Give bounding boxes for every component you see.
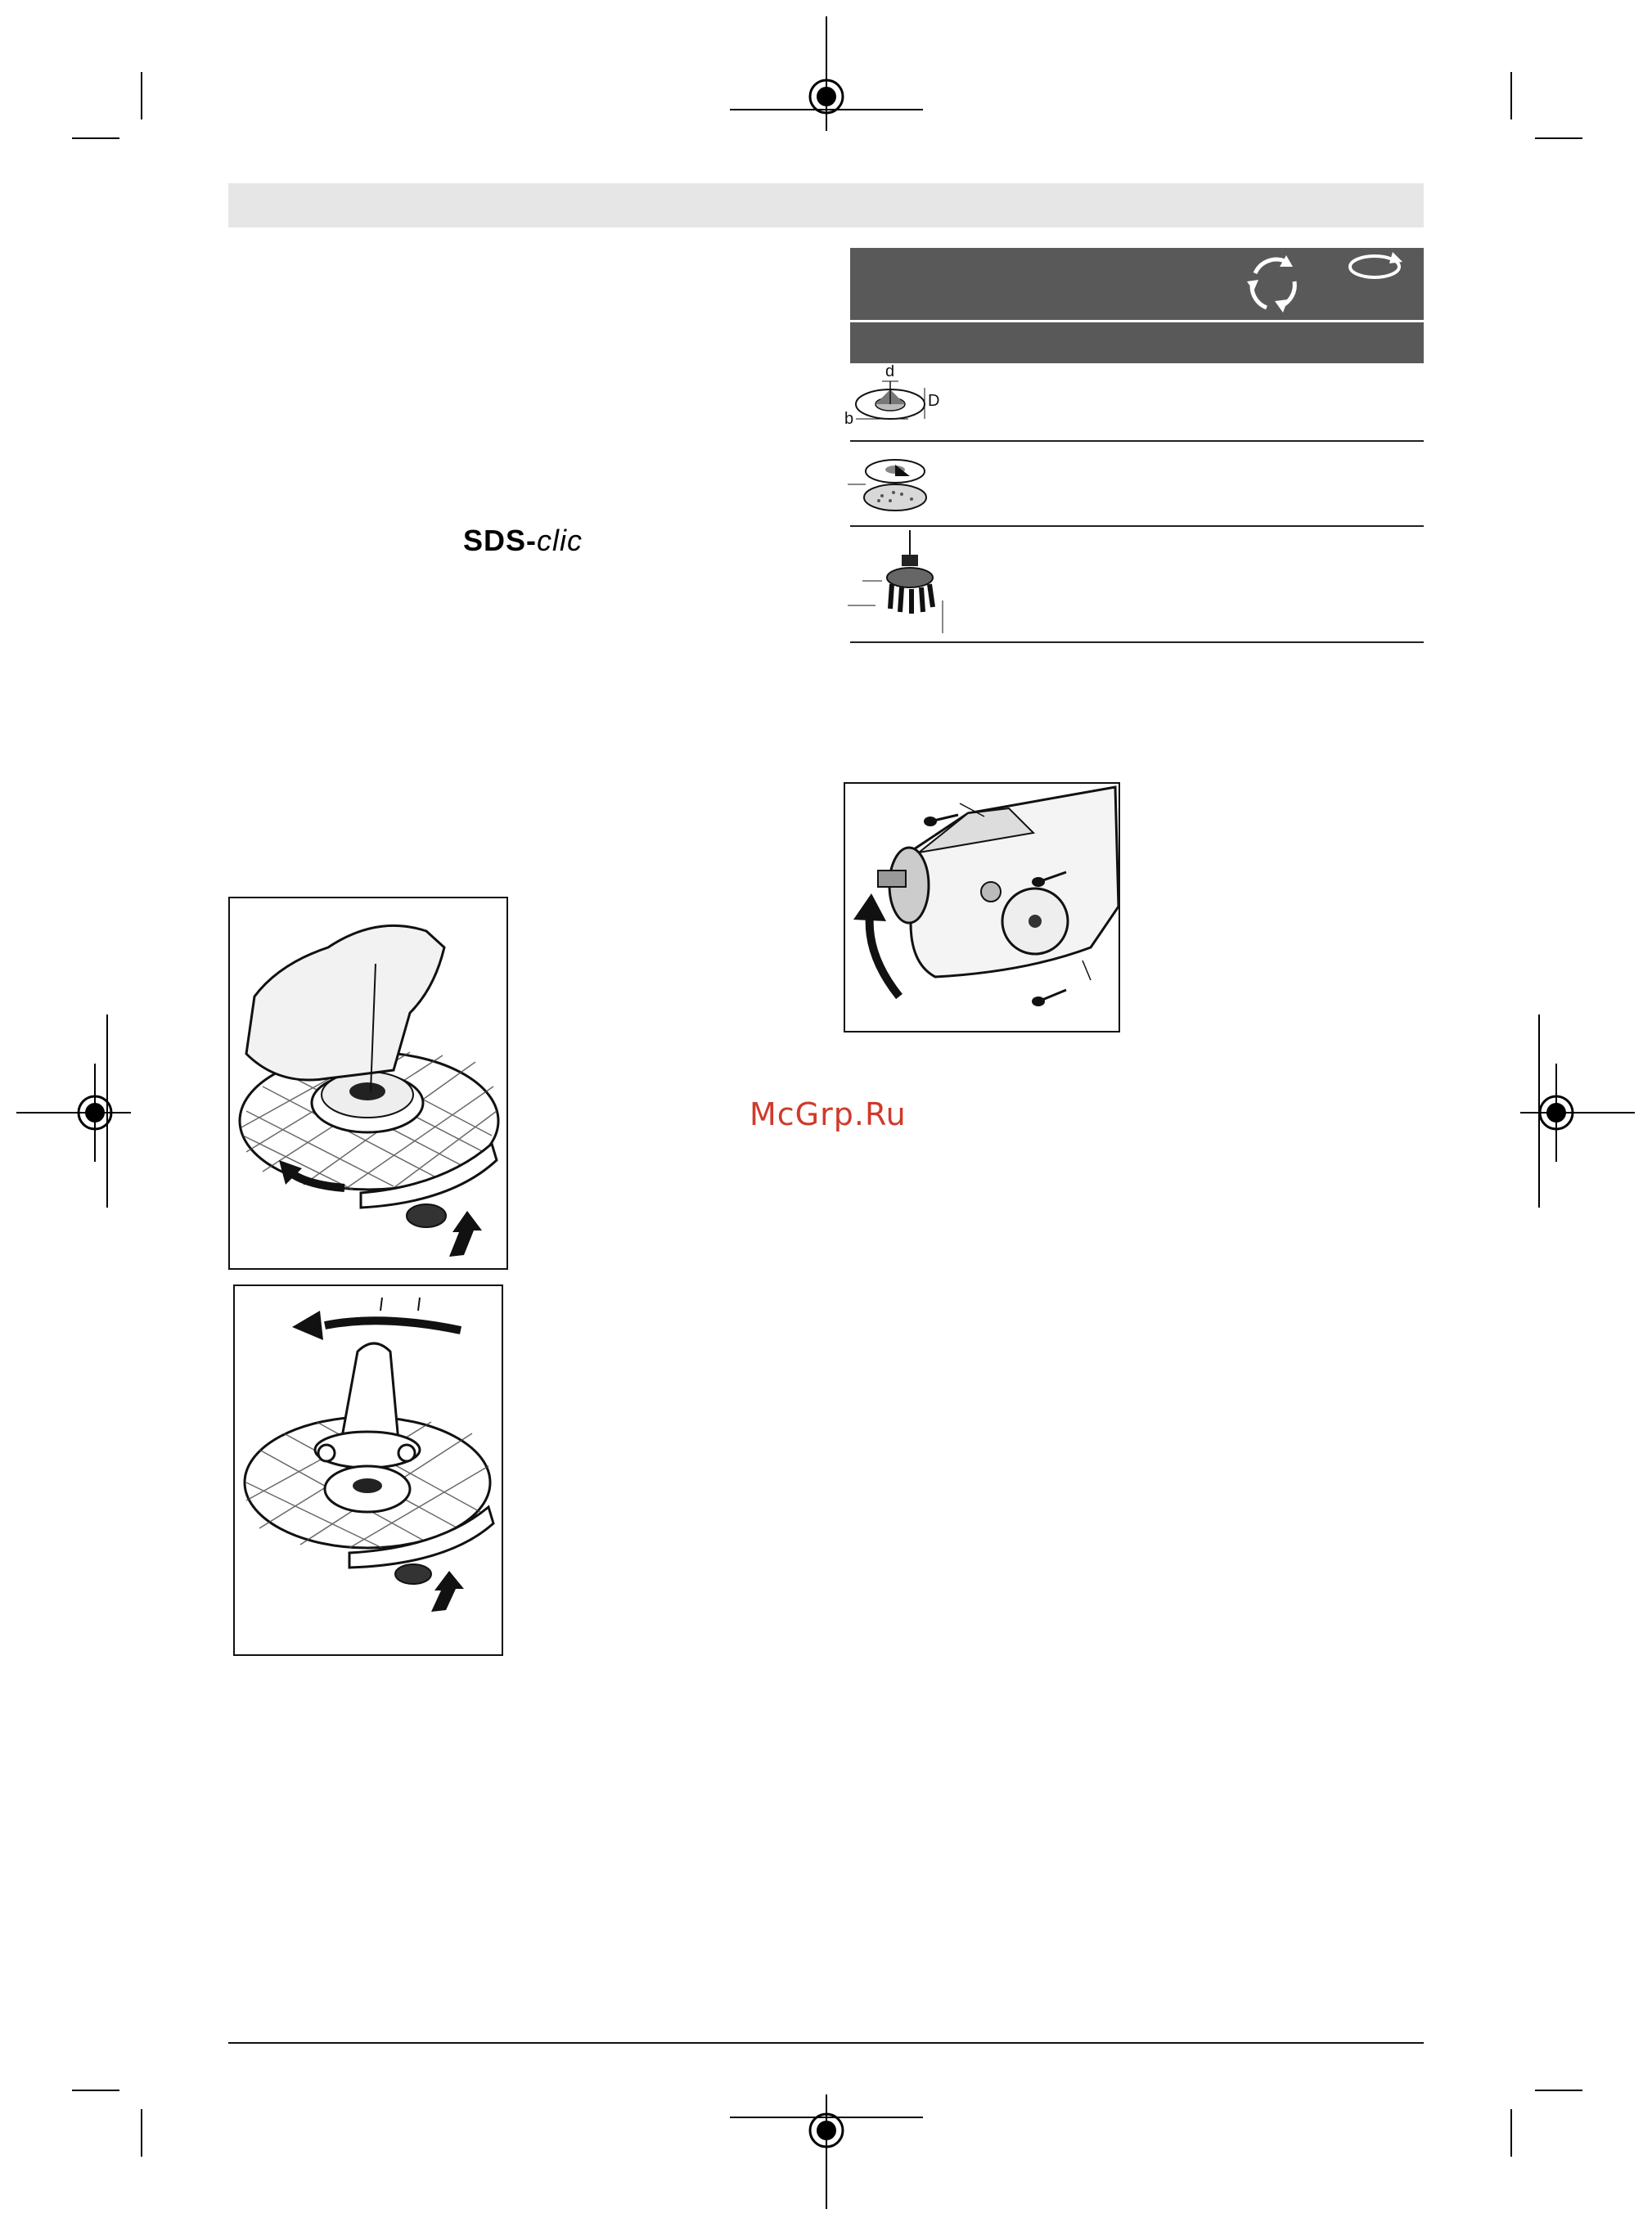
table-subheader bbox=[850, 322, 1424, 363]
registration-target-left-icon bbox=[16, 1064, 131, 1162]
page-header-band bbox=[228, 183, 1424, 227]
table-row-divider bbox=[850, 525, 1424, 527]
rotation-direction-icon bbox=[1342, 249, 1407, 285]
gear-head-illustration bbox=[845, 784, 1119, 1031]
figure-gear-head-rotate bbox=[844, 782, 1120, 1033]
registration-target-right-icon bbox=[1520, 1064, 1635, 1162]
sanding-disc-icon bbox=[843, 443, 941, 519]
grinding-disc-label-b: b bbox=[844, 410, 854, 428]
table-header bbox=[850, 248, 1424, 320]
grinding-disc-icon bbox=[843, 365, 941, 439]
grinding-disc-label-d: d bbox=[885, 365, 895, 380]
angle-grinder-disc-illustration bbox=[230, 898, 506, 1268]
rotation-cycle-icon bbox=[1239, 249, 1309, 319]
figure-clamping-nut-press-spindle-lock bbox=[228, 897, 508, 1270]
grinding-disc-label-D: D bbox=[928, 392, 940, 410]
cup-brush-icon bbox=[843, 530, 949, 637]
registration-target-bottom-icon bbox=[730, 2094, 923, 2209]
table-row-divider bbox=[850, 641, 1424, 643]
sds-logo-prefix: SDS- bbox=[463, 524, 538, 557]
table-row-divider bbox=[850, 440, 1424, 442]
registration-target-top-icon bbox=[730, 16, 923, 131]
figure-two-hole-spanner-loosen bbox=[233, 1284, 503, 1656]
watermark-text: McGrp.Ru bbox=[749, 1096, 907, 1132]
footer-rule bbox=[228, 2042, 1424, 2044]
spanner-illustration bbox=[235, 1286, 502, 1654]
sds-logo-suffix: clic bbox=[537, 524, 583, 557]
sds-clic-logo bbox=[463, 524, 583, 558]
